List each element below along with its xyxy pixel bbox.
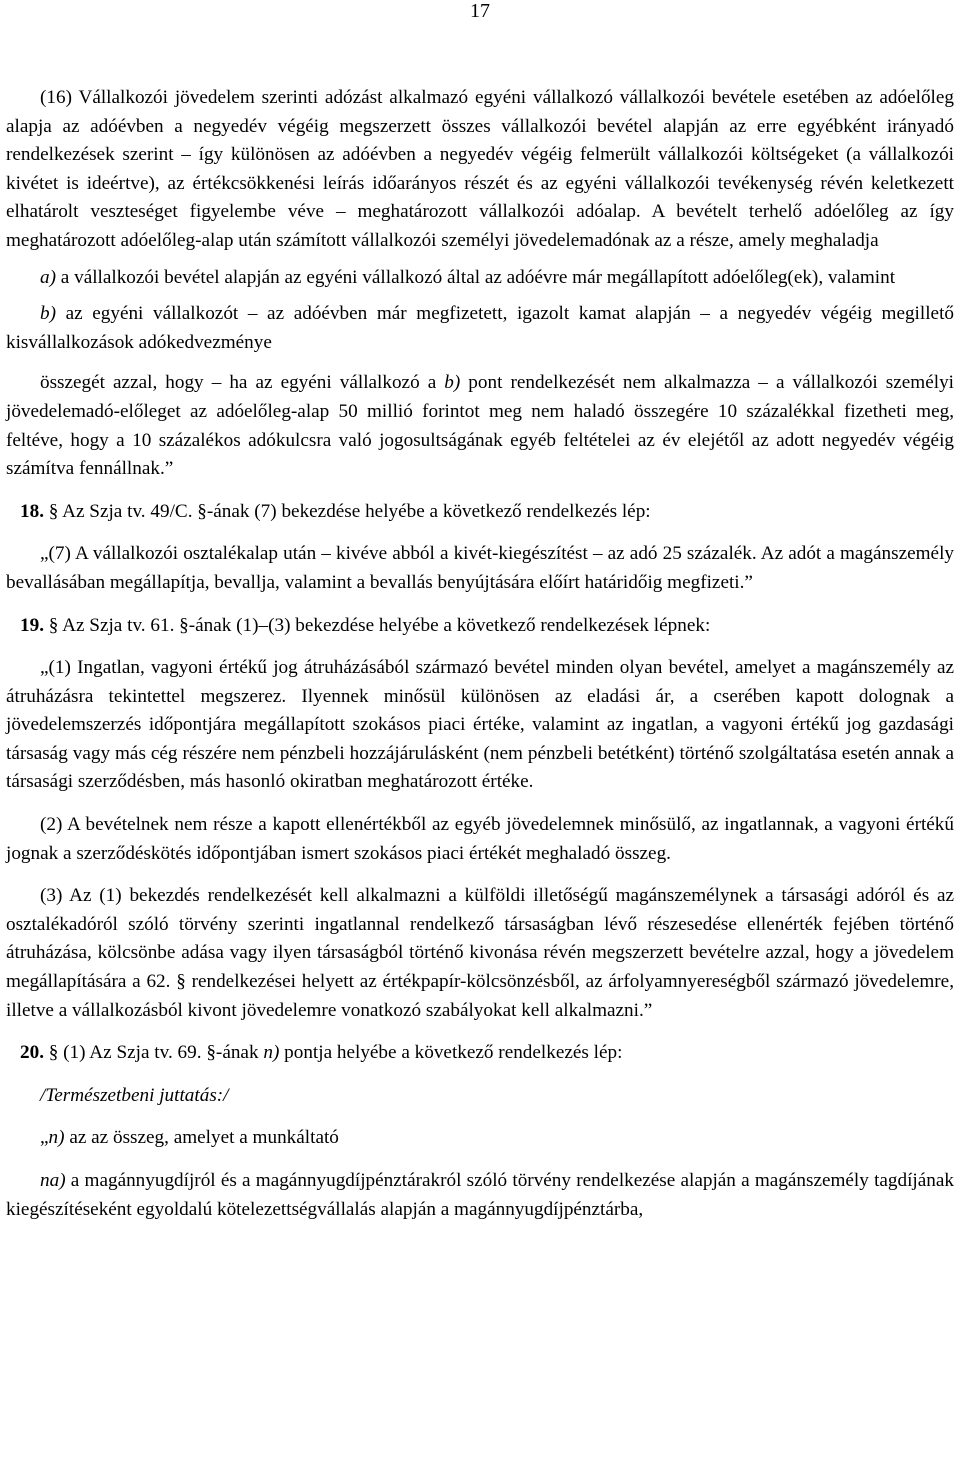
section-20-item-n [6, 1124, 954, 1153]
item-n-text: az az összeg, amelyet a munkáltató [64, 1127, 339, 1149]
section-18-text: § Az Szja tv. 49/C. §-ának (7) bekezdése helyébe a következő rendelkezés lép: [43, 500, 651, 522]
section-19-paragraph-2: (2) A bevételnek nem része a kapott ellenértékből az egyéb jövedelemnek minősülő, az ingatlannak, a vagyoni értékű jognak a szerződéskötés időpontjában ismert szokásos piaci értékét meghaladó összeg. [6, 814, 954, 864]
item-n-label: n) [48, 1127, 65, 1149]
item-a-text: a vállalkozói bevétel alapján az egyéni vállalkozó által az adóévre már megállapított adóelőleg(ek), valamint [55, 266, 896, 288]
document-body [6, 84, 954, 1224]
section-20-subheading-text: /Természetbeni juttatás:/ [40, 1084, 229, 1106]
item-b [6, 300, 954, 357]
closing-text-2: pont rendelkezését nem alkalmazza – a vállalkozói személyi jövedelemadó-előleget az adóelőleg-alap 50 millió forintot meg nem haladó összegére 10 százalékkal fizetheti meg, feltéve, hogy a 10 százalékos adókulcsra való jogosultságának egyéb feltételei az év elejétől az adott negyedév végéig számítva fennállnak.” [6, 372, 954, 480]
section-19-heading [6, 612, 954, 641]
section-20-heading [6, 1039, 954, 1068]
closing-text-1: összegét azzal, hogy – ha az egyéni vállalkozó a [40, 372, 445, 394]
item-n-quote: „ [40, 1127, 49, 1149]
closing-b-ref: b) [444, 372, 461, 394]
section-20-text-1: § (1) Az Szja tv. 69. §-ának [43, 1042, 264, 1064]
section-19-text: § Az Szja tv. 61. §-ának (1)–(3) bekezdése helyébe a következő rendelkezések lépnek: [43, 614, 711, 636]
item-a [6, 264, 954, 293]
paragraph-16: (16) Vállalkozói jövedelem szerinti adózást alkalmazó egyéni vállalkozó vállalkozói bevétele esetében az adóelőleg alapja az adóévben a negyedév végéig megszerzett összes vállalkozói bevétel alapján az erre egyébként irányadó rendelkezések szerint – így különösen az adóévben a negyedév végéig felmerült vállalkozói költségeket (a vállalkozói kivétet is ideértve), az értékcsökkenési leírás időarányos részét és az egyéni vállalkozói tevékenység révén keletkezett elhatárolt veszteséget figyelembe véve – meghatározott vállalkozói adóalap. A bevételt terhelő adóelőleg az így meghatározott adóelőleg-alap után számított vállalkozói személyi jövedelemadónak az a része, amely meghaladja [6, 87, 954, 251]
section-18-number: 18. [20, 500, 44, 522]
section-18-body: „(7) A vállalkozói osztalékalap után – kivéve abból a kivét-kiegészítést – az adó 25 százalék. Az adót a magánszemély bevallásában megállapítja, bevallja, valamint a bevallás benyújtására előírt határidőig megfizeti.” [6, 543, 954, 593]
section-18-heading [6, 498, 954, 527]
item-a-label: a) [40, 266, 56, 288]
item-b-text: az egyéni vállalkozót – az adóévben már megfizetett, igazolt kamat alapján – a negyedév végéig megillető kisvállalkozások adókedvezménye [6, 303, 954, 353]
section-20-item-na [6, 1167, 954, 1224]
section-20-text-2: pontja helyébe a következő rendelkezés lép: [279, 1042, 623, 1064]
item-na-label: na) [40, 1170, 66, 1191]
page-number: 17 [470, 0, 490, 22]
item-b-label: b) [40, 303, 56, 325]
section-20-subheading [6, 1082, 954, 1111]
section-20-number: 20. [20, 1042, 44, 1064]
section-19-paragraph-1: „(1) Ingatlan, vagyoni értékű jog átruházásából származó bevétel minden olyan bevétel, amelyet a magánszemély az átruházásra tekintettel megszerez. Ilyennek minősül különösen az eladási ár, a cserében kapott dolognak a jövedelemszerzés időpontjára megállapított szokásos piaci értéke, valamint az ingatlan, a vagyoni értékű jog gazdasági társaság vagy más cég részére nem pénzbeli hozzájárulásként (nem pénzbeli betétként) történő szolgáltatása esetén annak a társasági szerződésben, más hasonló okiratban meghatározott értéke. [6, 657, 954, 793]
section-20-n-ref: n) [263, 1042, 280, 1064]
section-19-paragraph-3: (3) Az (1) bekezdés rendelkezését kell alkalmazni a külföldi illetőségű magánszemélynek a társasági adóról és az osztalékadóról szóló törvény szerinti ingatlannal rendelkező társaságban lévő részesedése ellenérték fejében történő átruházása, kölcsönbe adása vagy ilyen társaságból történő kivonása révén megszerzett bevételre azzal, hogy a jövedelem megállapítására a 62. § rendelkezései helyett az értékpapír-kölcsönzésből, az árfolyamnyereségből származó jövedelemre, illetve a vállalkozásból kivont jövedelemre vonatkozó szabályokat kell alkalmazni.” [6, 885, 954, 1021]
closing-paragraph [6, 369, 954, 483]
item-na-text: a magánnyugdíjról és a magánnyugdíjpénztárakról szóló törvény rendelkezése alapján a magánszemély tagdíjának kiegészítéseként egyoldalú kötelezettségvállalás alapján a magánnyugdíjpénztárba, [6, 1170, 954, 1220]
section-19-number: 19. [20, 614, 44, 636]
